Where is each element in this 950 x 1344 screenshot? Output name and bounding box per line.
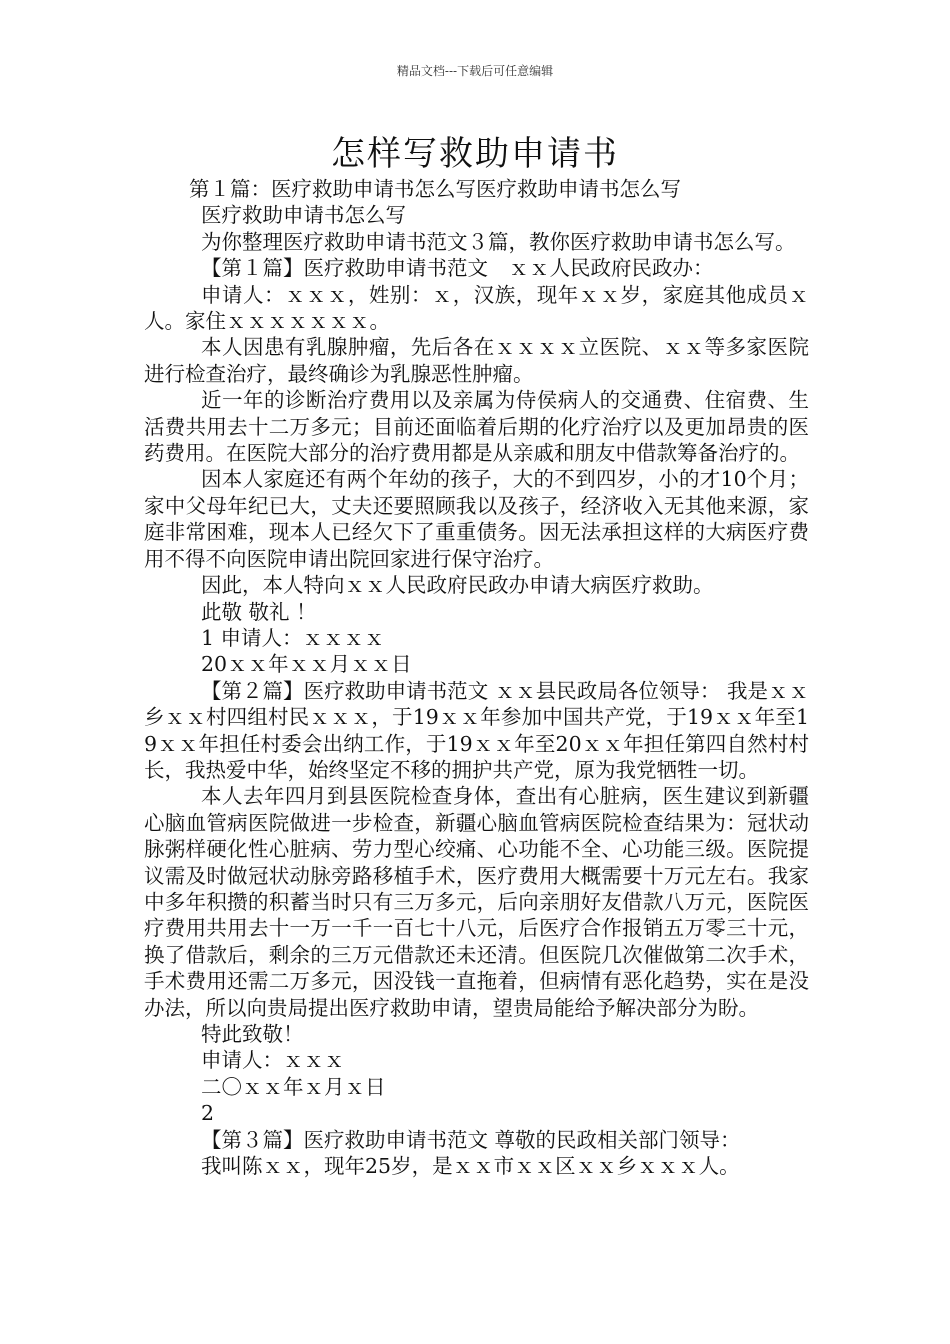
header-note: 精品文档---下载后可任意编辑 bbox=[396, 64, 554, 78]
paragraph: 因此，本人特向ｘｘ人民政府民政办申请大病医疗救助。 bbox=[201, 573, 714, 598]
section-heading: 第１篇：医疗救助申请书怎么写医疗救助申请书怎么写 bbox=[189, 177, 681, 201]
closing-line: 此敬 敬礼 ！ bbox=[201, 599, 317, 624]
page-number: 2 bbox=[201, 1101, 215, 1126]
paragraph: 申请人：ｘｘｘ，姓别：ｘ，汉族，现年ｘｘ岁，家庭其他成员ｘ人。家住ｘｘｘｘｘｘｘ。 bbox=[144, 282, 809, 334]
document-body bbox=[144, 176, 809, 1179]
paragraph: 本人因患有乳腺肿瘤，先后各在ｘｘｘｘ立医院、ｘｘ等多家医院进行检查治疗，最终确诊为乳腺恶性肿瘤。 bbox=[144, 335, 809, 386]
paragraph: 我叫陈ｘｘ，现年25岁，是ｘｘ市ｘｘ区ｘｘ乡ｘｘｘ人。 bbox=[201, 1154, 740, 1179]
paragraph: 为你整理医疗救助申请书范文３篇，教你医疗救助申请书怎么写。 bbox=[201, 229, 796, 254]
closing-line: 特此致敬！ bbox=[201, 1022, 304, 1046]
paragraph: 因本人家庭还有两个年幼的孩子，大的不到四岁，小的才10个月；家中父母年纪已大，丈夫还要照顾我以及孩子，经济收入无其他来源，家庭非常困难，现本人已经欠下了重重债务。因无法承担这样的大病医疗费用不得不向医院申请出院回家进行保守治疗。 bbox=[144, 467, 809, 571]
paragraph: 【第３篇】医疗救助申请书范文 尊敬的民政相关部门领导： bbox=[201, 1127, 741, 1152]
date-line: 二〇ｘｘ年ｘ月ｘ日 bbox=[201, 1074, 386, 1099]
document-title: 怎样写救助申请书 bbox=[331, 134, 619, 174]
date-line: 20ｘｘ年ｘｘ月ｘｘ日 bbox=[201, 652, 412, 677]
paragraph: 近一年的诊断治疗费用以及亲属为侍侯病人的交通费、住宿费、生活费共用去十二万多元；目前还面临着后期的化疗治疗以及更加昂贵的医药费用。在医院大部分的治疗费用都是从亲戚和朋友中借款筹备治疗的。 bbox=[144, 388, 809, 466]
signature-line: 1 申请人：ｘｘｘｘ bbox=[201, 625, 385, 650]
signature-line: 申请人：ｘｘｘ bbox=[201, 1048, 345, 1073]
paragraph: 【第１篇】医疗救助申请书范文 ｘｘ人民政府民政办： bbox=[201, 256, 714, 281]
subheading: 医疗救助申请书怎么写 bbox=[201, 203, 406, 228]
paragraph: 【第２篇】医疗救助申请书范文 ｘｘ县民政局各位领导： 我是ｘｘ乡ｘｘ村四组村民ｘｘｘ，于19ｘｘ年参加中国共产党，于19ｘｘ年至19ｘｘ年担任村委会出纳工作，于19ｘｘ年至20ｘｘ年担任第四自然村村长，我热爱中华，始终坚定不移的拥护共产党，原为我党牺牲一切。 bbox=[144, 678, 809, 782]
paragraph: 本人去年四月到县医院检查身体，查出有心脏病，医生建议到新疆心脑血管病医院做进一步检查，新疆心脑血管病医院检查结果为：冠状动脉粥样硬化性心脏病、劳力型心绞痛、心功能不全、心功能三级。医院提议需及时做冠状动脉旁路移植手术，医疗费用大概需要十万元左右。我家中多年积攒的积蓄当时只有三万多元，后向亲朋好友借款八万元，医院医疗费用共用去十一万一千一百七十八元，后医疗合作报销五万零三十元，换了借款后，剩余的三万元借款还未还清。但医院几次催做第二次手术，手术费用还需二万多元，因没钱一直拖着，但病情有恶化趋势，实在是没办法，所以向贵局提出医疗救助申请，望贵局能给予解决部分为盼。 bbox=[144, 784, 809, 1020]
